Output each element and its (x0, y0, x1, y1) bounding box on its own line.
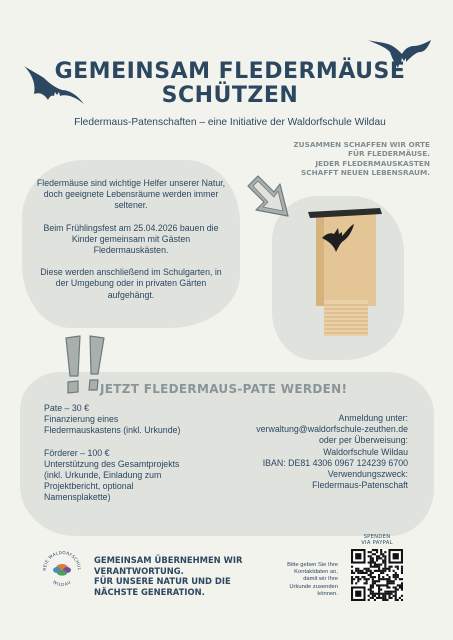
contact-line: oder per Überweisung: (319, 435, 408, 446)
packages (44, 403, 216, 515)
package-line: Projektbericht, optional (44, 481, 134, 492)
package-line: Pate – 30 € (44, 403, 89, 413)
slogan-line: VERANTWORTUNG. (94, 565, 184, 576)
arrow-icon (244, 172, 294, 220)
intro-text (34, 178, 228, 312)
package-foerderer (44, 448, 216, 504)
qr-note-line: Kontaktdaten an, (294, 569, 338, 576)
contact-line: Waldorfschule Wildau (323, 446, 408, 457)
qr-note-line: Bitte geben Sie Ihre (287, 562, 338, 568)
contact-line: Fledermaus-Patenschaft (312, 480, 408, 491)
contact-line: Anmeldung unter: (338, 413, 408, 423)
package-line: Förderer – 100 € (44, 447, 110, 458)
qr-caption-line: VIA PAYPAL (361, 540, 393, 547)
package-pate (44, 403, 216, 437)
title-line-1: GEMEINSAM FLEDERMÄUSE (54, 59, 406, 84)
slogan-line: FÜR UNSERE NATUR UND DIE (94, 576, 231, 587)
note-line: SCHAFFT NEUEN LEBENSRAUM. (300, 168, 430, 178)
contact-iban: IBAN: DE81 4306 0967 124239 6700 (262, 457, 408, 468)
intro-paragraph: Diese werden anschließend im Schulgarten, in der Umgebung oder in privaten Gärten aufgehängt. (40, 267, 222, 300)
qr-caption-line: SPENDEN (363, 534, 391, 540)
package-line: Fledermauskastens (inkl. Urkunde) (44, 425, 181, 436)
qr-code-icon[interactable] (351, 549, 403, 601)
school-logo (40, 548, 84, 592)
logo-text-top: REIE WALDORFSCHUL (41, 549, 83, 571)
qr-caption (352, 534, 402, 547)
bat-house-icon (306, 204, 384, 338)
note-line: JEDER FLEDERMAUSKASTEN (315, 158, 430, 168)
qr-note-line: Urkunde zusenden (289, 583, 338, 590)
contact-email-link[interactable]: verwaltung@waldorfschule-zeuthen.de (256, 424, 408, 435)
page-subtitle: Fledermaus-Patenschaften – eine Initiative der Waldorfschule Wildau (74, 117, 386, 128)
slogan-line: GEMEINSAM ÜBERNEHMEN WIR (94, 555, 243, 565)
package-line: Finanzierung eines (44, 414, 119, 425)
note-line: FÜR FLEDERMÄUSE. (348, 149, 430, 159)
cta-heading: JETZT FLEDERMAUS-PATE WERDEN! (100, 382, 348, 396)
intro-paragraph: Beim Frühlingsfest am 25.04.2026 bauen die Kinder gemeinsam mit Gästen Fledermauskästen. (43, 222, 219, 256)
slogan-line: NÄCHSTE GENERATION. (94, 586, 205, 597)
note-line: ZUSAMMEN SCHAFFEN WIR ORTE (293, 140, 430, 149)
page-title (50, 60, 410, 108)
logo-text-bottom: WILDAU (52, 579, 72, 588)
package-line: Unterstützung des Gesamtprojekts (44, 458, 180, 469)
package-line: (inkl. Urkunde, Einladung zum (44, 470, 162, 481)
title-line-2: SCHÜTZEN (161, 83, 299, 108)
contact-line: Verwendungszweck: (327, 469, 408, 480)
qr-note-line: damit wir Ihre (303, 576, 338, 583)
qr-note-line: können. (317, 590, 338, 597)
contact-info (212, 413, 408, 491)
svg-text:WILDAU (52, 579, 72, 587)
qr-note (266, 562, 338, 598)
package-line: Namensplakette) (44, 492, 111, 503)
intro-paragraph: Fledermäuse sind wichtige Helfer unserer Natur, doch geeignete Lebensräume werden immer seltener. (36, 178, 226, 211)
footer-slogan (94, 555, 266, 597)
